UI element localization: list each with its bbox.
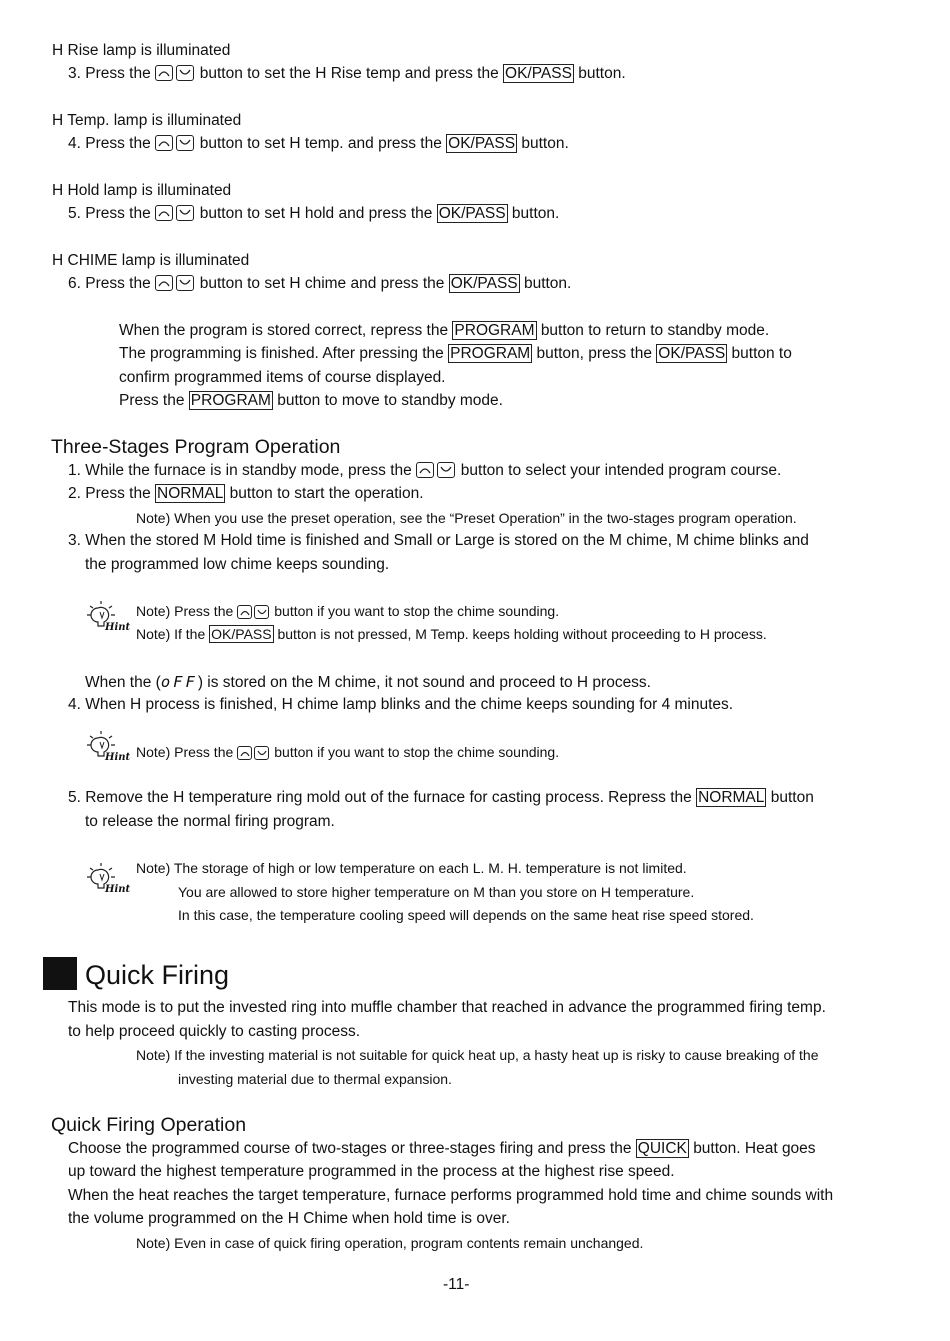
confirm-line: confirm programmed items of course displayed.: [119, 369, 446, 386]
storage-note-line3: In this case, the temperature cooling speed will depends on the same heat rise speed stored.: [178, 907, 754, 923]
text: When the program is stored correct, repress the: [119, 322, 449, 339]
up-arrow-icon: [155, 205, 173, 221]
three-step-3-line1: 3. When the stored M Hold time is finished and Small or Large is stored on the M chime, M chime blinks and: [68, 532, 809, 549]
hint-label: Hint: [105, 752, 131, 763]
text: button to start the operation.: [229, 485, 424, 502]
h-temp-heading: H Temp. lamp is illuminated: [52, 112, 242, 129]
step-4-h-temp: [68, 134, 569, 157]
text: Press the: [119, 392, 185, 409]
button-word: button.: [523, 275, 572, 292]
text: button: [770, 789, 814, 806]
step-text: button to set H hold and press the: [199, 205, 433, 222]
up-down-keys: [155, 275, 197, 297]
step-6-h-chime: [68, 274, 571, 297]
normal-button-label: NORMAL: [157, 485, 224, 502]
up-arrow-icon: [155, 135, 173, 151]
hint-label: Hint: [105, 884, 131, 895]
down-arrow-icon: [437, 462, 455, 478]
button-word: button.: [578, 65, 626, 82]
ok-pass-button-label: OK/PASS: [448, 135, 516, 152]
program-button-label: PROGRAM: [450, 345, 531, 362]
program-stored-line: [119, 321, 769, 341]
ok-pass-button-label: OK/PASS: [438, 205, 506, 222]
ok-pass-button-label: OK/PASS: [658, 345, 726, 362]
quick-note-line2: investing material due to thermal expansion.: [178, 1071, 452, 1087]
normal-button-label: NORMAL: [698, 789, 765, 806]
down-arrow-icon: [176, 135, 194, 151]
three-stages-title: Three-Stages Program Operation: [51, 436, 341, 458]
hint-note-okpass: [136, 624, 767, 644]
quick-note-line1: Note) If the investing material is not suitable for quick heat up, a hasty heat up is risky to cause breaking of the: [136, 1047, 819, 1063]
three-step-5-line2: to release the normal firing program.: [85, 813, 335, 830]
h-hold-heading: H Hold lamp is illuminated: [52, 182, 232, 199]
text: button if you want to stop the chime sounding.: [274, 603, 560, 619]
quick-desc-line2: to help proceed quickly to casting process.: [68, 1023, 361, 1040]
program-button-label: PROGRAM: [190, 392, 271, 409]
programming-finished-line: [119, 344, 792, 364]
ok-pass-button-label: OK/PASS: [450, 275, 518, 292]
preset-note: Note) When you use the preset operation, see the “Preset Operation” in the two-stages program operation.: [136, 510, 797, 526]
quick-operation-title: Quick Firing Operation: [51, 1114, 247, 1136]
text: When the (: [85, 674, 161, 691]
quick-firing-title: Quick Firing: [85, 960, 230, 990]
three-step-1: [68, 461, 781, 484]
up-arrow-icon: [237, 605, 252, 619]
three-step-4: 4. When H process is finished, H chime lamp blinks and the chime keeps sounding for 4 minutes.: [68, 696, 734, 713]
button-word: button.: [511, 205, 560, 222]
hint-icon: [86, 730, 131, 770]
text: 5. Remove the H temperature ring mold out of the furnace for casting process. Repress the: [68, 789, 692, 806]
hint-note-stop-chime: [136, 601, 559, 624]
up-down-keys: [155, 65, 197, 87]
three-step-2: [68, 484, 424, 504]
text: Note) Press the: [136, 744, 234, 760]
storage-note-line1: Note) The storage of high or low temperature on each L. M. H. temperature is not limited.: [136, 860, 687, 876]
text: button to move to standby mode.: [277, 392, 503, 409]
text: Note) If the: [136, 626, 206, 642]
down-arrow-icon: [176, 65, 194, 81]
text: 2. Press the: [68, 485, 151, 502]
down-arrow-icon: [176, 205, 194, 221]
off-chime-line: [85, 672, 651, 693]
hint-icon: [86, 862, 131, 902]
step-3-h-rise: [68, 64, 626, 87]
text: button to return to standby mode.: [540, 322, 770, 339]
up-down-keys: [155, 135, 197, 157]
step-text: 3. Press the: [68, 65, 151, 82]
text: The programming is finished. After pressing the: [119, 345, 444, 362]
text: button. Heat goes: [693, 1140, 816, 1157]
up-down-keys: [237, 604, 271, 624]
quick-button-label: QUICK: [637, 1140, 687, 1157]
hint-label: Hint: [105, 622, 131, 633]
down-arrow-icon: [254, 746, 269, 760]
quick-op-line2: up toward the highest temperature programmed in the process at the highest rise speed.: [68, 1163, 675, 1180]
step-text: button to set H temp. and press the: [199, 135, 442, 152]
button-word: button.: [521, 135, 569, 152]
up-arrow-icon: [416, 462, 434, 478]
down-arrow-icon: [176, 275, 194, 291]
step-5-h-hold: [68, 204, 559, 227]
text: 1. While the furnace is in standby mode, press the: [68, 462, 412, 479]
program-button-label: PROGRAM: [454, 322, 535, 339]
hint-note-stop-chime-2: [136, 742, 559, 765]
ok-pass-button-label: OK/PASS: [211, 626, 272, 642]
hint-icon: [86, 600, 131, 640]
text: ) is stored on the M chime, it not sound and proceed to H process.: [197, 674, 651, 691]
text: button, press the: [536, 345, 652, 362]
text: button is not pressed, M Temp. keeps holding without proceeding to H process.: [277, 626, 767, 642]
text: Note) Press the: [136, 603, 234, 619]
step-text: 6. Press the: [68, 275, 151, 292]
up-down-keys: [155, 205, 197, 227]
text: button to select your intended program course.: [460, 462, 782, 479]
quick-op-line3: When the heat reaches the target temperature, furnace performs programmed hold time and chime sounds with: [68, 1187, 834, 1204]
up-arrow-icon: [155, 275, 173, 291]
three-step-3-line2: the programmed low chime keeps sounding.: [85, 556, 390, 573]
step-text: 5. Press the: [68, 205, 151, 222]
h-chime-heading: H CHIME lamp is illuminated: [52, 252, 250, 269]
step-text: button to set the H Rise temp and press the: [199, 65, 499, 82]
h-rise-heading: H Rise lamp is illuminated: [52, 42, 231, 59]
up-down-keys: [237, 745, 271, 765]
up-down-keys: [416, 462, 458, 484]
text: Choose the programmed course of two-stages or three-stages firing and press the: [68, 1140, 632, 1157]
text: button to: [731, 345, 792, 362]
quick-op-line4: the volume programmed on the H Chime when hold time is over.: [68, 1210, 510, 1227]
quick-desc-line1: This mode is to put the invested ring into muffle chamber that reached in advance the programmed firing temp.: [68, 999, 826, 1016]
up-arrow-icon: [155, 65, 173, 81]
quick-op-line1: [68, 1139, 816, 1159]
off-segment-display: oFF: [160, 673, 198, 691]
text: button if you want to stop the chime sounding.: [274, 744, 560, 760]
quick-op-note: Note) Even in case of quick firing operation, program contents remain unchanged.: [136, 1235, 644, 1251]
step-text: 4. Press the: [68, 135, 151, 152]
standby-line: [119, 391, 503, 411]
down-arrow-icon: [254, 605, 269, 619]
up-arrow-icon: [237, 746, 252, 760]
three-step-5-line1: [68, 788, 814, 808]
section-marker-block: [43, 957, 77, 990]
step-text: button to set H chime and press the: [199, 275, 445, 292]
page-number: -11-: [443, 1276, 470, 1293]
storage-note-line2: You are allowed to store higher temperature on M than you store on H temperature.: [178, 884, 695, 900]
ok-pass-button-label: OK/PASS: [505, 65, 572, 82]
